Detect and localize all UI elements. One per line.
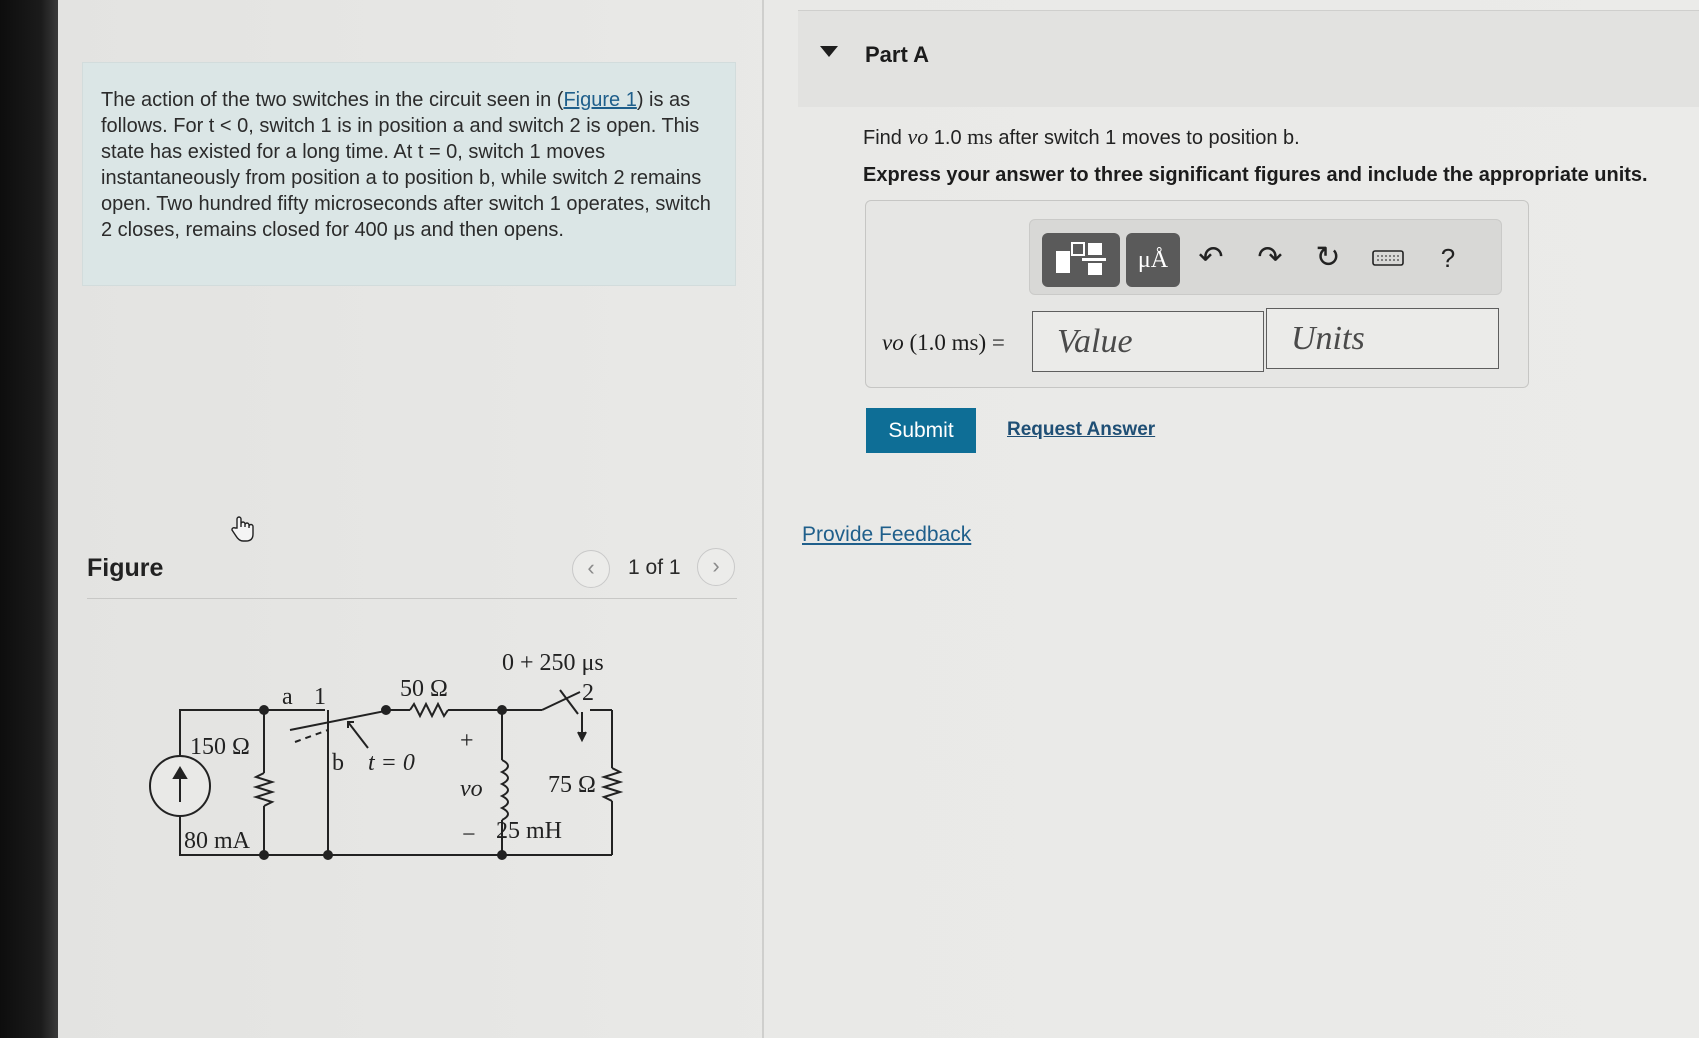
question-value: 1.0 — [933, 127, 962, 149]
hand-cursor-icon — [228, 514, 258, 544]
templates-icon[interactable] — [1042, 233, 1120, 287]
units-icon[interactable]: μÅ — [1126, 233, 1180, 287]
answer-label-rest: (1.0 ms) = — [909, 330, 1005, 355]
answer-label — [882, 330, 1005, 356]
chevron-right-icon[interactable]: › — [697, 548, 735, 586]
value-input[interactable] — [1032, 311, 1264, 372]
redo-icon[interactable]: ↷ — [1257, 241, 1283, 274]
node-b-label: b — [332, 750, 344, 776]
question-suffix: after switch 1 moves to position b. — [998, 127, 1300, 149]
resistor-75-label: 75 Ω — [548, 772, 596, 798]
chevron-left-icon[interactable]: ‹ — [572, 550, 610, 588]
resistor-50-label: 50 Ω — [400, 676, 448, 702]
math-toolbar — [1029, 219, 1502, 295]
figure-divider — [87, 598, 737, 599]
request-answer-link[interactable]: Request Answer — [1007, 419, 1156, 440]
figure-link[interactable]: Figure 1 — [563, 89, 637, 111]
problem-text — [101, 87, 711, 243]
answer-instruction: Express your answer to three significant figures and include the appropriate units. — [863, 164, 1648, 186]
problem-text-body: ) is as follows. For t < 0, switch 1 is in position a and switch 2 is open. This state has existed for a long time. At t = 0, switch 1 moves instantaneously from position a to position b, while switch 2 remains open. Two hundred fifty microseconds after switch 1 operates, switch 2 closes, remains closed for 400 μs and then opens. — [101, 89, 711, 241]
screen-bezel — [0, 0, 58, 1038]
provide-feedback-link[interactable]: Provide Feedback — [802, 523, 972, 546]
reset-icon[interactable]: ↻ — [1315, 241, 1341, 274]
switch2-time-label: 0 + 250 μs — [502, 650, 604, 676]
vo-plus-label: + — [460, 728, 474, 754]
source-label: 80 mA — [184, 828, 250, 854]
question-text — [863, 124, 1300, 150]
circuit-diagram — [150, 650, 670, 920]
figure-pager-label: 1 of 1 — [628, 556, 681, 579]
question-prefix: Find — [863, 127, 902, 149]
vo-minus-label: − — [462, 822, 476, 848]
problem-text-intro: The action of the two switches in the circuit seen in ( — [101, 89, 564, 111]
collapse-caret-icon[interactable] — [820, 46, 838, 57]
inductor-label: 25 mH — [496, 818, 562, 844]
question-unit: ms — [967, 124, 993, 149]
column-divider — [762, 0, 764, 1038]
answer-label-var: vo — [882, 330, 904, 355]
help-icon[interactable]: ? — [1440, 243, 1456, 273]
figure-title: Figure — [87, 554, 164, 582]
switch1-label: 1 — [314, 684, 326, 710]
keyboard-icon[interactable] — [1370, 240, 1406, 276]
question-variable: vo — [907, 124, 929, 149]
t0-label: t = 0 — [368, 750, 415, 776]
vo-label: vo — [460, 776, 483, 802]
part-a-title: Part A — [865, 42, 929, 67]
part-a-header[interactable] — [798, 10, 1699, 107]
switch-node-a-label: a — [282, 684, 293, 710]
undo-icon[interactable]: ↶ — [1198, 241, 1224, 274]
units-input[interactable] — [1266, 308, 1499, 369]
submit-button[interactable]: Submit — [866, 408, 976, 453]
problem-statement-box — [82, 62, 736, 286]
resistor-150-label: 150 Ω — [190, 734, 250, 760]
switch2-label: 2 — [582, 680, 594, 706]
